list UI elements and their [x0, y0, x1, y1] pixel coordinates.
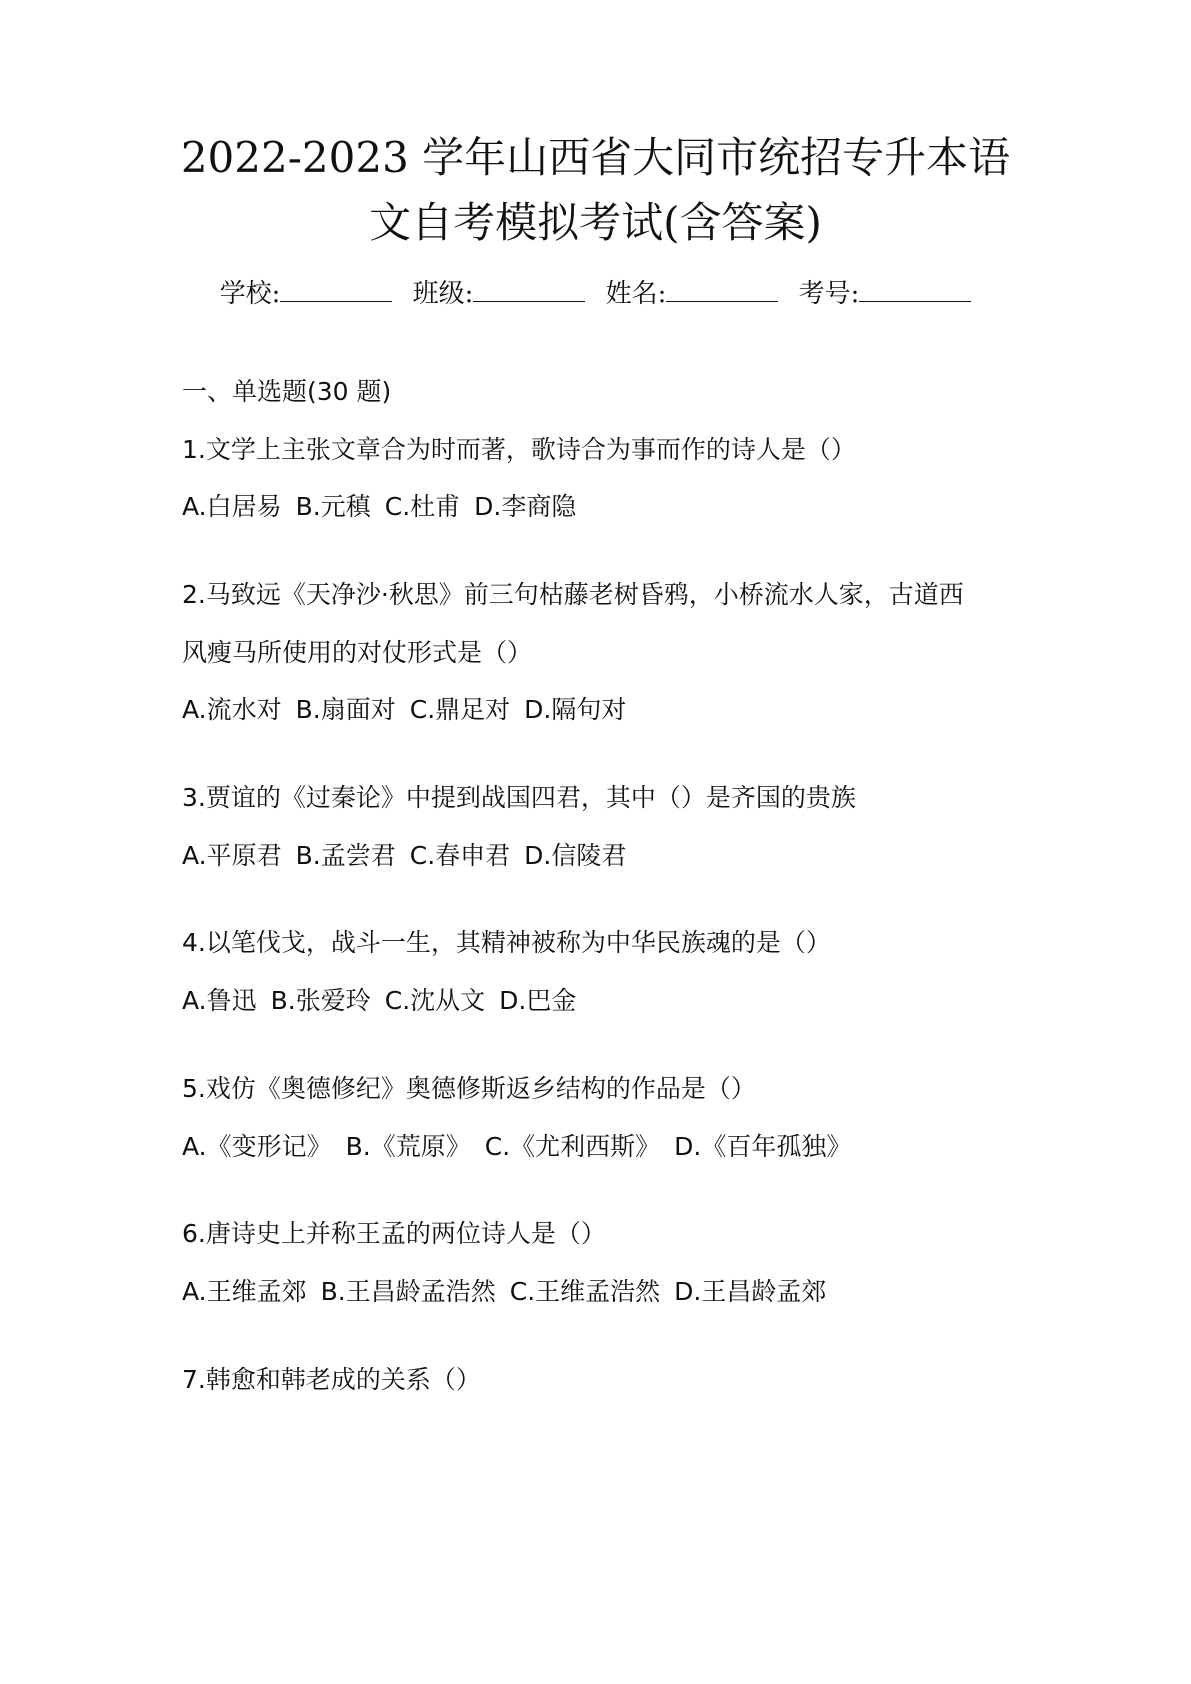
question-6-option-b: B.王昌龄孟浩然 [320, 1277, 496, 1306]
question-1-options [182, 494, 590, 519]
question-2-options [182, 697, 640, 722]
question-6-option-a: A.王维孟郊 [182, 1277, 307, 1306]
question-6-option-d: D.王昌龄孟郊 [674, 1277, 827, 1306]
question-4-option-a: A.鲁迅 [182, 986, 257, 1015]
school-blank[interactable] [280, 283, 392, 302]
question-2-text-line-1: 2.马致远《天净沙·秋思》前三句枯藤老树昏鸦，小桥流水人家，古道西 [182, 580, 964, 609]
question-6-options [182, 1279, 840, 1304]
exam-title-line-1: 2022-2023 学年山西省大同市统招专升本语 [180, 133, 1011, 182]
question-4-option-b: B.张爱玲 [270, 986, 371, 1015]
question-1-option-c: C.杜甫 [384, 492, 461, 521]
question-2-option-a: A.流水对 [182, 695, 282, 724]
question-1-option-b: B.元稹 [295, 492, 371, 521]
student-info-row [0, 281, 1191, 307]
name-label: 姓名: [605, 279, 667, 309]
question-5-options [182, 1134, 865, 1159]
question-3-text: 3.贾谊的《过秦论》中提到战国四君，其中（）是齐国的贵族 [182, 783, 856, 812]
question-5-option-c: C.《尤利西斯》 [484, 1132, 661, 1161]
question-2-option-b: B.扇面对 [295, 695, 396, 724]
name-field[interactable] [606, 281, 779, 307]
question-1-option-a: A.白居易 [182, 492, 282, 521]
school-label: 学校: [219, 279, 281, 309]
class-label: 班级: [412, 279, 474, 309]
question-1-text: 1.文学上主张文章合为时而著，歌诗合为事而作的诗人是（） [182, 435, 856, 464]
exam-number-label: 考号: [798, 279, 860, 309]
question-1-option-d: D.李商隐 [474, 492, 577, 521]
school-field[interactable] [220, 281, 393, 307]
question-3-options [182, 843, 640, 868]
question-3-option-d: D.信陵君 [524, 841, 627, 870]
exam-number-field[interactable] [799, 281, 972, 307]
question-7-text: 7.韩愈和韩老成的关系（） [182, 1365, 481, 1394]
question-4-option-c: C.沈从文 [384, 986, 486, 1015]
question-4-text: 4.以笔伐戈，战斗一生，其精神被称为中华民族魂的是（） [182, 928, 831, 957]
question-2-option-c: C.鼎足对 [409, 695, 511, 724]
question-4-options [182, 988, 590, 1013]
exam-number-blank[interactable] [859, 283, 971, 302]
question-3-option-c: C.春申君 [409, 841, 511, 870]
name-blank[interactable] [666, 283, 778, 302]
question-3-option-a: A.平原君 [182, 841, 282, 870]
question-2-text-line-2: 风瘦马所使用的对仗形式是（） [182, 638, 533, 667]
question-5-option-b: B.《荒原》 [345, 1132, 471, 1161]
question-5-text: 5.戏仿《奥德修纪》奥德修斯返乡结构的作品是（） [182, 1074, 756, 1103]
class-field[interactable] [413, 281, 586, 307]
class-blank[interactable] [473, 283, 585, 302]
question-5-option-a: A.《变形记》 [182, 1132, 332, 1161]
section-heading: 一、单选题(30 题) [182, 377, 392, 406]
question-3-option-b: B.孟尝君 [295, 841, 396, 870]
question-2-option-d: D.隔句对 [524, 695, 627, 724]
question-6-option-c: C.王维孟浩然 [509, 1277, 661, 1306]
exam-title-line-2: 文自考模拟考试(含答案) [369, 198, 822, 247]
question-4-option-d: D.巴金 [499, 986, 577, 1015]
question-5-option-d: D.《百年孤独》 [674, 1132, 852, 1161]
question-6-text: 6.唐诗史上并称王孟的两位诗人是（） [182, 1219, 606, 1248]
